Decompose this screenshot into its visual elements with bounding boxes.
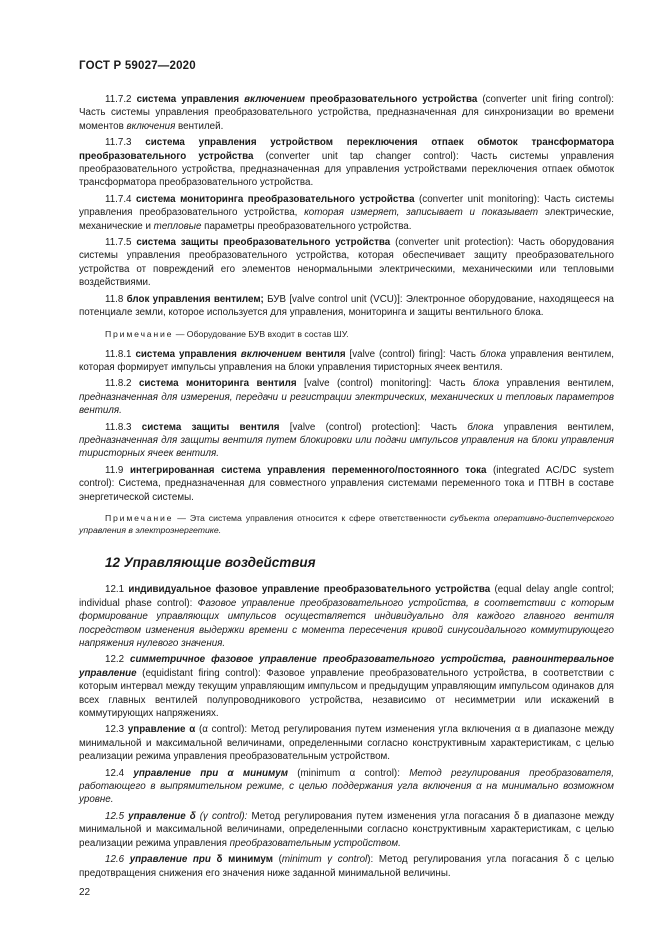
text-run: — Эта система управления относится к сфере ответственности (173, 512, 450, 523)
text-run: включения (126, 120, 176, 132)
text-run: 11.9 (105, 464, 130, 476)
note-paragraph (79, 512, 614, 536)
text-run: симметричное фазовое управление преобразовательного устройства, равноинтервальное управление (79, 654, 614, 679)
document-code-header: ГОСТ Р 59027—2020 (79, 60, 196, 72)
text-run: управление α (127, 724, 196, 736)
text-run: — Оборудование БУВ входит в состав ШУ. (173, 328, 349, 339)
text-run: 12.3 (105, 724, 128, 736)
text-run: управления вентилем, (499, 378, 614, 390)
definition-paragraph (79, 464, 614, 504)
text-run: Примечание (105, 512, 174, 523)
text-run: [valve (control) monitoring]: Часть (296, 378, 473, 390)
text-run: 11.7.4 (105, 193, 137, 205)
text-run: включением (244, 94, 305, 105)
text-run: система управления (136, 94, 245, 105)
definition-paragraph (79, 421, 614, 461)
text-run: индивидуальное фазовое управление преобразовательного устройства (128, 584, 491, 596)
text-run: Метод регулирования преобразователя, работающего в выпрямительном режиме, с целью поддержания угла включения α на минимально возможном уровне. (79, 767, 614, 806)
definition-paragraph (79, 723, 614, 763)
text-run: блок управления вентилем; (126, 293, 264, 305)
text-run: 11.8.2 (105, 378, 139, 390)
text-run: преобразовательного устройства (304, 94, 478, 105)
text-run: блока (467, 421, 494, 433)
text-run: 11.7.2 (105, 94, 137, 105)
definition-paragraph (79, 93, 614, 133)
text-run: 11.8.1 (105, 348, 136, 360)
text-run: (converter unit firing control): Часть системы управления преобразовательного устройства, предназначенная для синхронизации во времени моментов (79, 94, 614, 132)
text-run: система управления (135, 348, 241, 360)
text-run: (γ control): (195, 810, 248, 822)
text-run: (α control): Метод регулирования путем изменения угла включения α в диапазоне между минимальной и максимальной величинами, определенными согласно конструктивным характеристикам, с целью реализации режима управления преобразовательным устройством. (79, 724, 614, 763)
text-run: Примечание (105, 328, 174, 339)
text-run: Метод регулирования путем изменения угла погасания δ в диапазоне между минимальной и максимальной величинами, определенными согласно конструктивным характеристикам, с целью реализации режима управления (79, 810, 614, 849)
definition-paragraph (79, 348, 614, 375)
text-run: управления вентилем, которая формирует импульсы управления на блоки управления тиристорных ячеек вентиля. (79, 348, 614, 373)
text-run: Фазовое управление преобразовательного устройства, в соответствии с которым формирование управляющих импульсов осуществляется индивидуально для каждого главного вентиля посредством изменения выдержки времени с момента пересечения кривой синусоидального коммутирующего напряжения нулевого значения. (79, 597, 614, 649)
text-run: (converter unit tap changer control): Часть системы управления преобразовательного устройства, предназначенная для управления устройствами переключения отпаек обмоток трансформатора преобразовательного устройства. (79, 150, 614, 189)
text-run: управление δ (128, 810, 196, 822)
text-run: 11.8 (105, 293, 127, 305)
section-title: 12 Управляющие воздействия (105, 554, 316, 570)
text-run: тепловые (153, 220, 202, 232)
text-run: 12.5 (105, 810, 129, 822)
definition-paragraph (79, 810, 614, 850)
definition-paragraph (79, 377, 614, 417)
text-run: 12.1 (105, 584, 129, 596)
text-run: 12.6 (105, 854, 130, 866)
text-run: [valve (control) firing]: Часть (345, 348, 480, 360)
text-run: интегрированная система управления переменного/постоянного тока (129, 464, 487, 476)
text-run: преобразовательным устройством. (229, 837, 401, 849)
text-run: которая измеряет, записывает и показывает (304, 207, 539, 219)
text-run: вентиля (301, 348, 346, 360)
text-run: (integrated AC/DC system control): Система, предназначенная для совместного управления системами переменного тока и ПТВН в составе энергетической системы. (79, 464, 615, 503)
definition-paragraph (79, 767, 614, 807)
text-run: вентилей. (175, 120, 224, 132)
text-run: включением (240, 348, 302, 360)
definition-paragraph (79, 136, 614, 190)
text-run: система мониторинга вентиля (138, 378, 297, 390)
text-run: ): Метод регулирования угла погасания δ с целью предотвращения снижения его значения ниже заданной минимальной величины. (79, 854, 615, 879)
text-run: блока (479, 348, 507, 360)
text-run: предназначенная для защиты вентиля путем блокировки или подачи импульсов управления на блоки управления тиристорных ячеек вентиля. (79, 434, 614, 460)
document-body (79, 93, 614, 883)
text-run: δ минимум (216, 854, 273, 866)
text-run: ( (272, 854, 282, 866)
text-run: 12.2 (105, 654, 131, 666)
text-run: субъекта оперативно-диспетчерского управления в электроэнергетике. (79, 512, 614, 535)
text-run: 11.7.3 (105, 137, 146, 149)
text-run: 11.7.5 (105, 237, 137, 249)
text-run: система защиты преобразовательного устройства (136, 237, 391, 249)
definition-paragraph (79, 653, 614, 720)
note-paragraph (79, 328, 614, 340)
text-run: управления вентилем, (493, 421, 614, 433)
text-run: (minimum α control): (287, 767, 410, 779)
text-run: (converter unit monitoring): Часть системы управления преобразовательного устройства, (79, 193, 614, 219)
definition-paragraph (79, 293, 614, 320)
text-run: блока (472, 378, 500, 390)
text-run: БУВ [valve control unit (VCU)]: Электронное оборудование, находящееся на потенциале земли, которое используется для управления, мониторинга и защиты вентильного блока. (79, 293, 614, 319)
definition-paragraph (79, 193, 614, 233)
page-number: 22 (79, 887, 91, 898)
definition-paragraph (79, 853, 614, 880)
text-run: система управления устройством переключения отпаек обмоток трансформатора преобразовательного устройства (79, 137, 615, 162)
text-run: электрические, механические и (79, 207, 614, 232)
text-run: система защиты вентиля (141, 421, 280, 433)
definition-paragraph (79, 236, 614, 290)
text-run: предназначенная для измерения, передачи и регистрации электрических, механических и тепловых параметров вентиля. (79, 391, 614, 417)
text-run: управление при (129, 854, 217, 866)
text-run: 12.4 (105, 767, 134, 779)
text-run: система мониторинга преобразовательного устройства (136, 193, 415, 205)
text-run: [valve (control) protection]: Часть (279, 421, 468, 433)
text-run: управление при α минимум (133, 767, 288, 779)
definition-paragraph (79, 583, 614, 650)
text-run: (equal delay angle control; individual phase control): (79, 584, 614, 609)
text-run: параметры преобразовательного устройства. (201, 220, 412, 232)
text-run: (converter unit protection): Часть оборудования системы управления преобразовательного устройства, которая обеспечивает защиту преобразовательного устройства от повреждений его элементов ненормальными электрическими, механическими или тепловыми воздействиями. (79, 237, 614, 289)
text-run: 11.8.3 (105, 421, 142, 433)
text-run: (equidistant firing control): Фазовое управление преобразовательного устройства, в соответствии с которым интервал между текущим управляющим импульсом и предыдущим управляющим импульсом одинаков для всех главных вентилей полупроводникового устройства, независимо от несимметрии или искажений в коммутирующих напряжениях. (79, 667, 614, 720)
text-run: minimum γ control (281, 854, 368, 866)
